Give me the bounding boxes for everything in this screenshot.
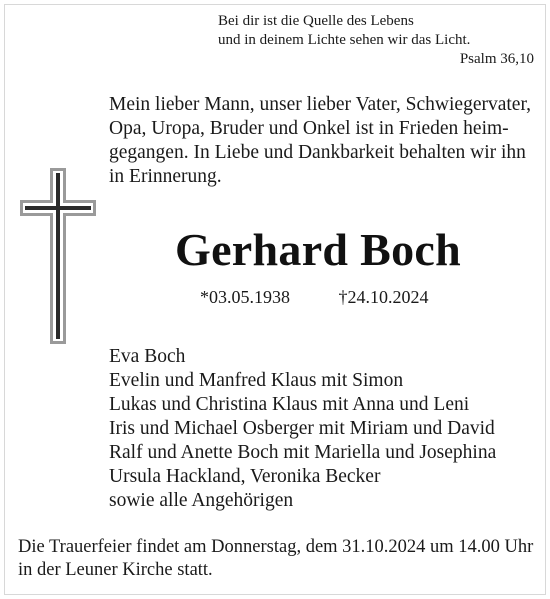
mourner-line: Eva Boch: [109, 346, 186, 367]
birth-date: *03.05.1938: [200, 287, 290, 307]
intro-text: [109, 93, 545, 189]
deceased-name: Gerhard Boch: [175, 224, 461, 275]
mourner-line: Evelin und Manfred Klaus mit Simon: [109, 370, 404, 391]
mourner-line: Iris und Michael Osberger mit Miriam und David: [109, 418, 495, 439]
quote-line: Bei dir ist die Quelle des Lebens: [218, 13, 414, 29]
death-date: †24.10.2024: [338, 287, 429, 307]
mourner-line: Ralf und Anette Boch mit Mariella und Josephina: [109, 442, 497, 463]
life-dates: [200, 286, 429, 308]
bible-quote: [218, 12, 540, 69]
mourner-line: Ursula Hackland, Veronika Becker: [109, 466, 381, 487]
latin-cross-icon: [20, 168, 96, 344]
intro-line: in Erinnerung.: [109, 166, 222, 187]
intro-line: Mein lieber Mann, unser lieber Vater, Schwiegervater,: [109, 94, 532, 115]
quote-source: Psalm 36,10: [459, 51, 534, 67]
mourner-line: Lukas und Christina Klaus mit Anna und Leni: [109, 394, 470, 415]
quote-line: und in deinem Lichte sehen wir das Licht.: [218, 32, 471, 48]
funeral-line: Die Trauerfeier findet am Donnerstag, dem 31.10.2024 um 14.00 Uhr: [18, 537, 534, 557]
intro-line: gegangen. In Liebe und Dankbarkeit behalten wir ihn: [109, 142, 526, 163]
intro-line: Opa, Uropa, Bruder und Onkel ist in Frieden heim-: [109, 118, 509, 139]
mourners-list: [109, 345, 496, 513]
funeral-announcement: [18, 536, 544, 582]
funeral-line: in der Leuner Kirche statt.: [18, 560, 213, 580]
mourner-line: sowie alle Angehörigen: [109, 490, 294, 511]
